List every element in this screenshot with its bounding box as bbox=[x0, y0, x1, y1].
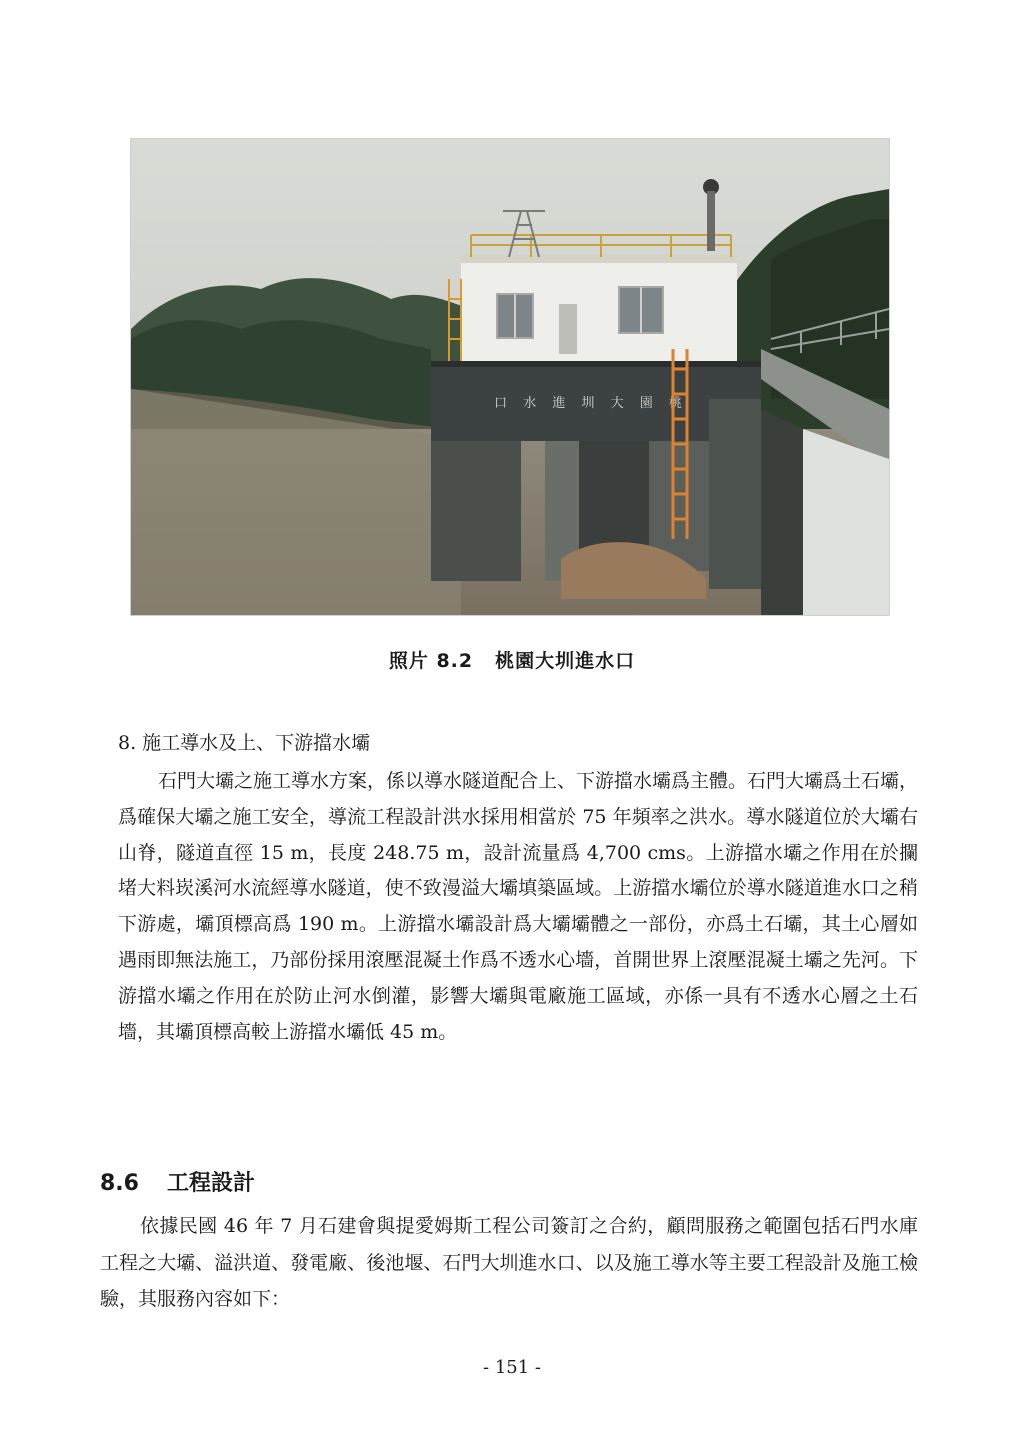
intake-photo bbox=[130, 138, 890, 616]
page-number: - 151 - bbox=[483, 1357, 541, 1378]
subsection-paragraph: 石門大壩之施工導水方案，係以導水隧道配合上、下游擋水壩爲主體。石門大壩爲土石壩，爲確保大壩之施工安全，導流工程設計洪水採用相當於 75 年頻率之洪水。導水隧道位於大壩右山脊，隧道直徑 15 m，長度 248.75 m，設計流量爲 4,700 cms。上游擋水壩之作用在於攔堵大料崁溪河水流經導水隧道，使不致漫溢大壩填築區域。上游擋水壩位於導水隧道進水口之稍下游處，壩頂標高爲 190 m。上游擋水壩設計爲大壩壩體之一部份，亦爲土石壩，其土心層如遇雨即無法施工，乃部份採用滾壓混凝土作爲不透水心墻，首開世界上滾壓混凝土壩之先河。下游擋水壩之作用在於防止河水倒灌，影響大壩與電廠施工區域，亦係一具有不透水心層之土石墻，其壩頂標高較上游擋水壩低 45 m。 bbox=[118, 770, 919, 1043]
subsection-heading: 8. 施工導水及上、下游擋水壩 bbox=[118, 732, 371, 754]
intake-sign-text: 口 水 進 圳 大 園 桃 bbox=[494, 396, 688, 411]
caption-title: 桃園大圳進水口 bbox=[495, 650, 636, 672]
section-title: 工程設計 bbox=[166, 1171, 255, 1196]
section-paragraph: 依據民國 46 年 7 月石建會與提愛姆斯工程公司簽訂之合約，顧問服務之範圍包括石門水庫工程之大壩、溢洪道、發電廠、後池堰、石門大圳進水口、以及施工導水等主要工程設計及施工檢驗，其服務內容如下： bbox=[100, 1215, 918, 1310]
caption-number: 照片 8.2 bbox=[388, 650, 474, 672]
section-heading bbox=[100, 1166, 255, 1197]
photo-caption bbox=[0, 646, 1024, 673]
intake-photo-illustration bbox=[131, 139, 889, 615]
section-number: 8.6 bbox=[100, 1171, 139, 1196]
